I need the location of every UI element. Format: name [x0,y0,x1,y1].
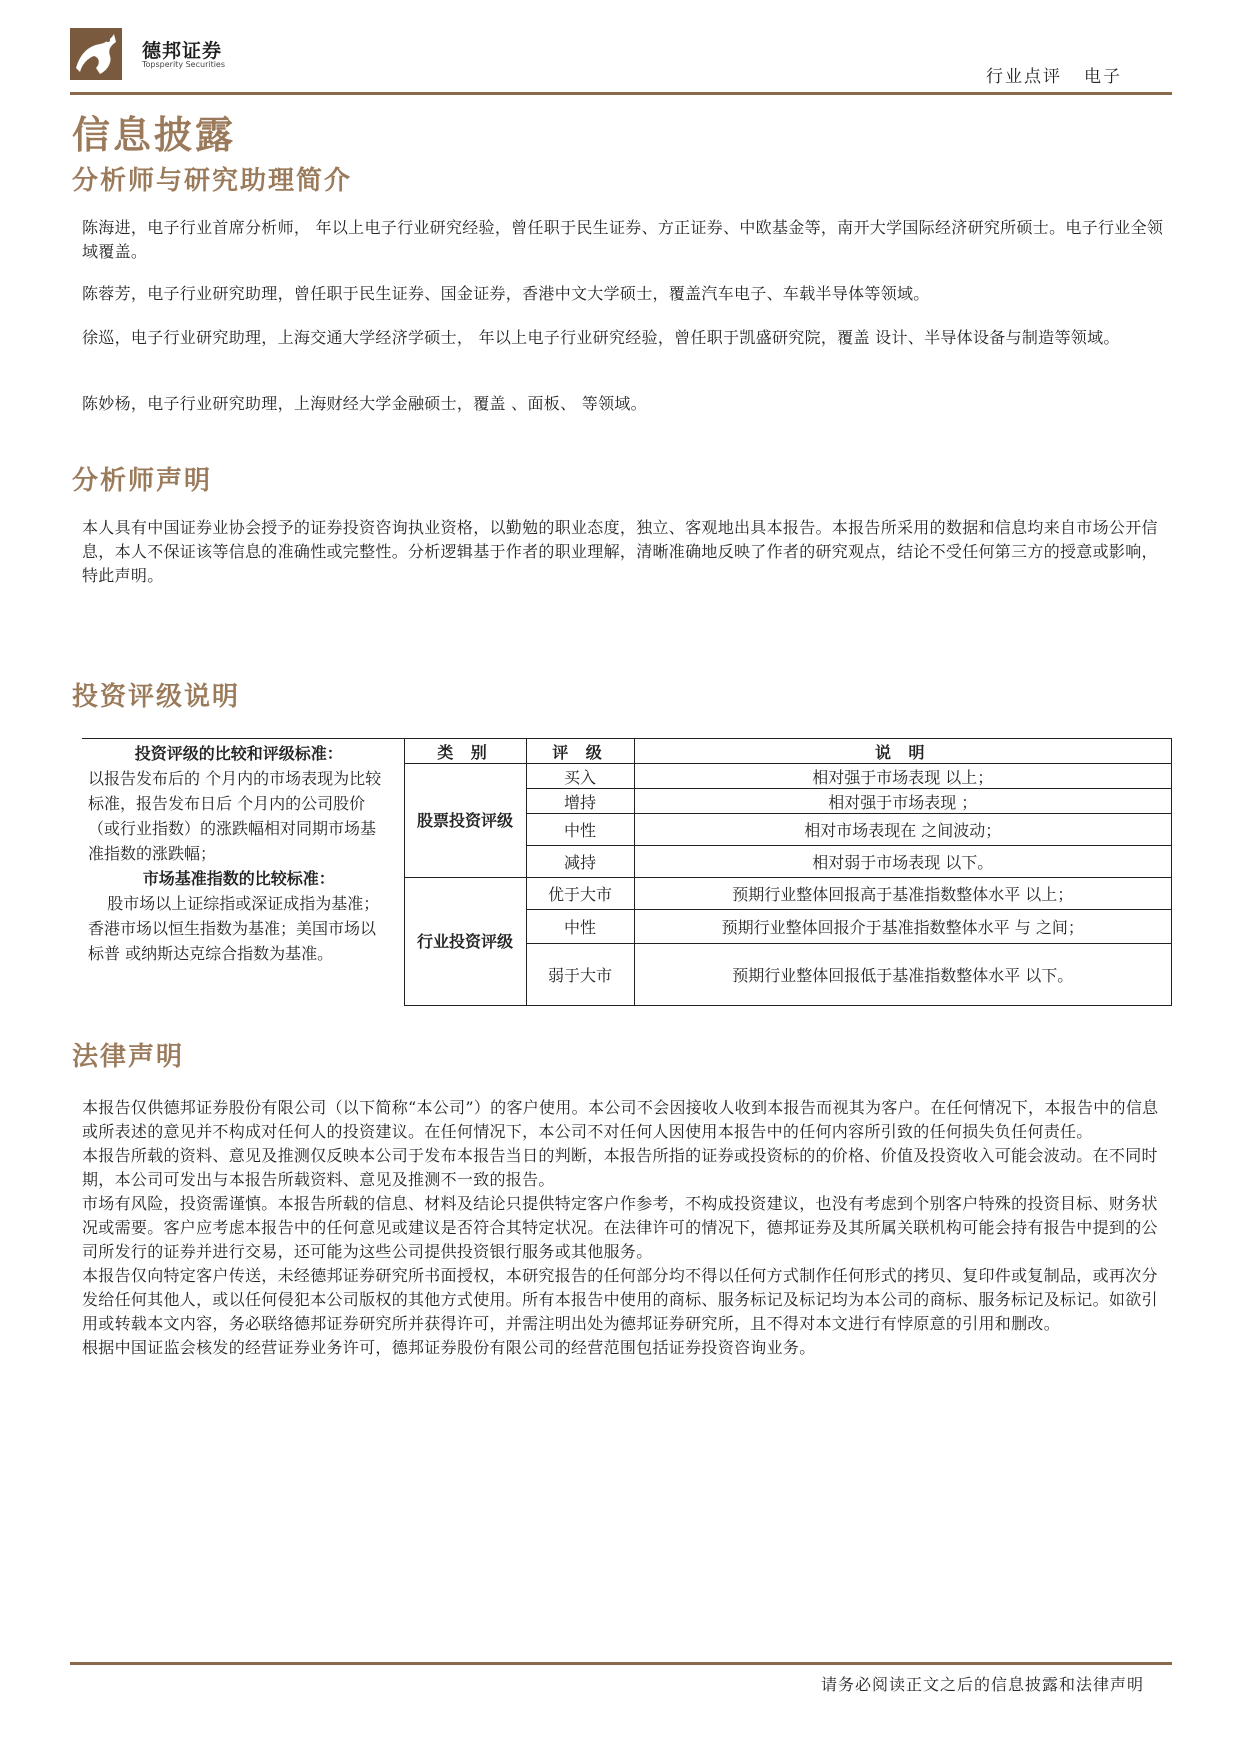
analyst-bio: 陈蓉芳，电子行业研究助理，曾任职于民生证券、国金证券，香港中文大学硕士，覆盖汽车电子、车载半导体等领域。 [82,284,930,303]
company-logo-icon [70,28,122,80]
brand-name-cn: 德邦证券 [142,40,223,62]
analyst-bio: 陈妙杨，电子行业研究助理，上海财经大学金融硕士，覆盖 、面板、 等领域。 [82,394,647,413]
legal-section-title: 法律声明 [72,1042,185,1072]
statement-text: 本人具有中国证券业协会授予的证券投资咨询执业资格，以勤勉的职业态度，独立、客观地出具本报告。本报告所采用的数据和信息均来自市场公开信息，本人不保证该等信息的准确性或完整性。分析逻辑基于作者的职业理解，清晰准确地反映了作者的研究观点，结论不受任何第三方的授意或影响，特此声明。 [82,518,1158,585]
report-type: 行业点评 [986,67,1062,87]
rating-description: 预期行业整体回报介于基准指数整体水平 与 之间； [634,910,1172,944]
rating-standard-heading: 投资评级的比较和评级标准： [134,744,343,763]
rating-label: 买入 [526,764,634,789]
rating-description: 预期行业整体回报低于基准指数整体水平 以下。 [634,944,1172,1006]
rating-standard-cell [82,739,404,1006]
rating-table [82,738,1172,1006]
legal-paragraph: 市场有风险，投资需谨慎。本报告所载的信息、材料及结论只提供特定客户作参考，不构成投资建议，也没有考虑到个别客户特殊的投资目标、财务状况或需要。客户应考虑本报告中的任何意见或建议是否符合其特定状况。在法律许可的情况下，德邦证券及其所属关联机构可能会持有报告中提到的公司所发行的证券并进行交易，还可能为这些公司提供投资银行服务或其他服务。 [82,1194,1158,1261]
benchmark-text: 股市场以上证综指或深证成指为基准；香港市场以恒生指数为基准；美国市场以标普 或纳斯达克综合指数为基准。 [88,894,380,963]
industry-rating-category: 行业投资评级 [404,878,526,1006]
rating-description: 相对弱于市场表现 以下。 [634,846,1172,878]
col-header-rating: 评 级 [526,739,634,764]
rating-description: 相对市场表现在 之间波动； [634,814,1172,846]
analyst-bio: 陈海进，电子行业首席分析师， 年以上电子行业研究经验，曾任职于民生证券、方正证券、中欧基金等，南开大学国际经济研究所硕士。电子行业全领域覆盖。 [82,218,1164,261]
legal-paragraph: 本报告仅向特定客户传送，未经德邦证券研究所书面授权，本研究报告的任何部分均不得以任何方式制作任何形式的拷贝、复印件或复制品，或再次分发给任何其他人，或以任何侵犯本公司版权的其他方式使用。所有本报告中使用的商标、服务标记及标记均为本公司的商标、服务标记及标记。如欲引用或转载本文内容，务必联络德邦证券研究所并获得许可，并需注明出处为德邦证券研究所，且不得对本文进行有悖原意的引用和删改。 [82,1266,1158,1333]
rating-description: 相对强于市场表现 ； [634,789,1172,814]
rating-section-title: 投资评级说明 [72,682,241,712]
stock-rating-category: 股票投资评级 [404,764,526,878]
statement-section-title: 分析师声明 [72,466,213,496]
rating-label: 减持 [526,846,634,878]
rating-label: 中性 [526,910,634,944]
industry-label: 电子 [1084,67,1122,87]
rating-standard-text: 以报告发布后的 个月内的市场表现为比较标准，报告发布日后 个月内的公司股价（或行业指数）的涨跌幅相对同期市场基准指数的涨跌幅； [88,769,382,863]
page-title: 信息披露 [72,112,237,157]
legal-text [82,1096,1170,1360]
rating-description: 预期行业整体回报高于基准指数整体水平 以上； [634,878,1172,910]
analyst-bio: 徐巡，电子行业研究助理，上海交通大学经济学硕士， 年以上电子行业研究经验，曾任职于凯盛研究院，覆盖 设计、半导体设备与制造等领域。 [82,328,1120,347]
benchmark-heading: 市场基准指数的比较标准： [142,869,335,888]
report-category [986,62,1122,87]
rating-label: 弱于大市 [526,944,634,1006]
col-header-description: 说 明 [634,739,1172,764]
rating-label: 优于大市 [526,878,634,910]
rating-label: 中性 [526,814,634,846]
brand-name-en: Topsperity Securities [142,60,226,69]
rating-description: 相对强于市场表现 以上； [634,764,1172,789]
page-header [70,28,1172,96]
footer-disclaimer: 请务必阅读正文之后的信息披露和法律声明 [820,1675,1144,1694]
header-divider [70,92,1172,95]
legal-paragraph: 本报告仅供德邦证券股份有限公司（以下简称“本公司”）的客户使用。本公司不会因接收人收到本报告而视其为客户。在任何情况下，本报告中的信息或所表述的意见并不构成对任何人的投资建议。在任何情况下，本公司不对任何人因使用本报告中的任何内容所引致的任何损失负任何责任。 [82,1098,1159,1141]
legal-paragraph: 本报告所载的资料、意见及推测仅反映本公司于发布本报告当日的判断，本报告所指的证券或投资标的的价格、价值及投资收入可能会波动。在不同时期，本公司可发出与本报告所载资料、意见及推测不一致的报告。 [82,1146,1158,1189]
footer-divider [70,1662,1172,1665]
legal-paragraph: 根据中国证监会核发的经营证券业务许可，德邦证券股份有限公司的经营范围包括证券投资咨询业务。 [82,1338,816,1357]
col-header-category: 类 别 [404,739,526,764]
analysts-section-title: 分析师与研究助理简介 [72,166,353,196]
rating-label: 增持 [526,789,634,814]
